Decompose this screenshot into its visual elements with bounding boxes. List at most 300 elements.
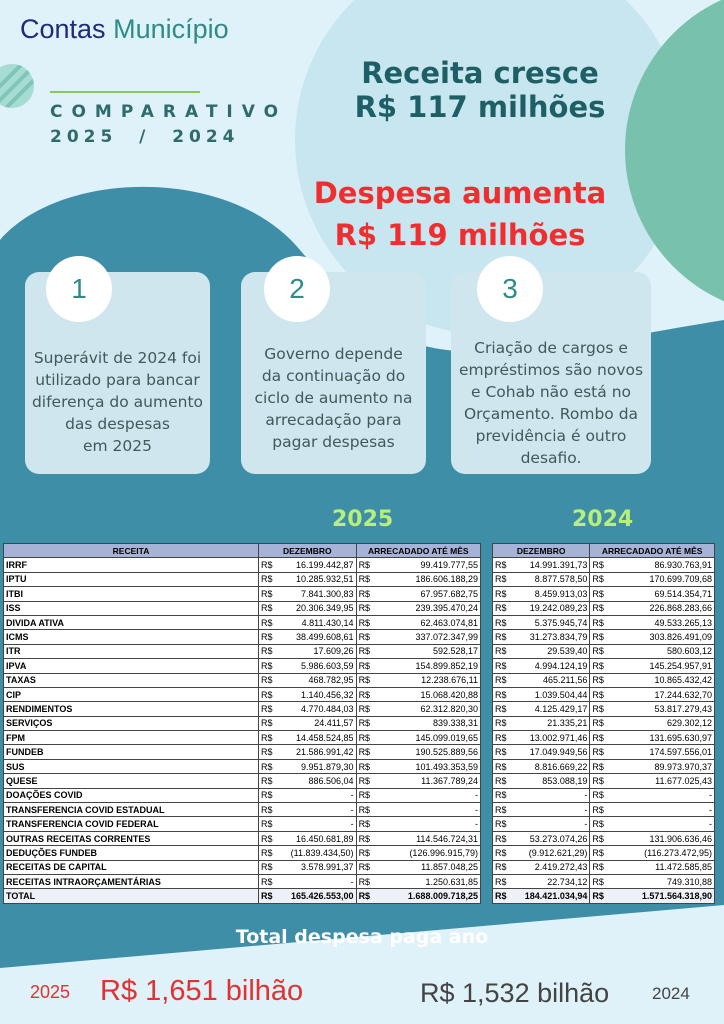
table-row [4,644,481,658]
dezembro-cell: - [509,803,590,817]
col-arrecadado: ARRECADADO ATÉ MÊS [590,544,715,558]
row-label: RECEITAS DE CAPITAL [4,860,259,874]
currency-cell: R$ [493,731,509,745]
currency-cell: R$ [259,759,275,773]
dezembro-cell: - [275,817,357,831]
arrecadado-cell: 839.338,31 [372,716,480,730]
currency-cell: R$ [356,687,372,701]
currency-cell: R$ [493,831,509,845]
dezembro-cell: 29.539,40 [509,644,590,658]
dezembro-cell: 22.734,12 [509,874,590,888]
currency-cell: R$ [590,630,606,644]
table-row [493,558,715,572]
total-label: TOTAL [4,889,259,903]
currency-cell: R$ [259,601,275,615]
headline-receita-line1: Receita cresce [361,56,599,90]
currency-cell: R$ [259,817,275,831]
row-label: RECEITAS INTRAORÇAMENTÁRIAS [4,874,259,888]
currency-cell: R$ [259,874,275,888]
table-row [4,687,481,701]
dezembro-cell: 8.816.669,22 [509,759,590,773]
currency-cell: R$ [356,659,372,673]
table-row [493,860,715,874]
currency-cell: R$ [259,860,275,874]
currency-cell: R$ [590,788,606,802]
arrecadado-cell: 53.817.279,43 [606,702,715,716]
currency-cell: R$ [259,745,275,759]
dezembro-cell: 4.770.484,03 [275,702,357,716]
currency-cell: R$ [493,874,509,888]
card-2-line: ciclo de aumento na [254,389,413,407]
currency-cell: R$ [493,788,509,802]
dezembro-cell: 1.039.504,44 [509,687,590,701]
table-total-row [493,889,715,903]
currency-cell: R$ [590,817,606,831]
currency-cell: R$ [259,831,275,845]
arrecadado-cell: (126.996.915,79) [372,846,480,860]
card-3-number: 3 [477,256,543,322]
table-row [4,817,481,831]
arrecadado-cell: 226.868.283,66 [606,601,715,615]
arrecadado-cell: 69.514.354,71 [606,587,715,601]
table-row [4,659,481,673]
currency-cell: R$ [356,774,372,788]
dezembro-cell: 1.140.456,32 [275,687,357,701]
arrecadado-cell: 17.244.632,70 [606,687,715,701]
arrecadado-cell: - [372,788,480,802]
row-label: DIVIDA ATIVA [4,615,259,629]
currency-cell: R$ [590,774,606,788]
stripe-circle-logo [0,56,46,112]
dezembro-cell: - [509,788,590,802]
card-1-line: Superávit de 2024 foi [33,349,202,367]
table-row [4,788,481,802]
currency-cell: R$ [259,615,275,629]
card-3-line: e Cohab não está no [470,383,631,401]
col-arrecadado: ARRECADADO ATÉ MÊS [356,544,480,558]
total-dezembro: 165.426.553,00 [275,889,357,903]
arrecadado-cell: (116.273.472,95) [606,846,715,860]
dezembro-cell: 4.994.124,19 [509,659,590,673]
currency-cell: R$ [356,587,372,601]
table-row [493,673,715,687]
currency-cell: R$ [356,860,372,874]
dezembro-cell: 853.088,19 [509,774,590,788]
table-row [493,817,715,831]
table-row [4,587,481,601]
table-row [493,745,715,759]
row-label: ICMS [4,630,259,644]
card-3-line: empréstimos são novos [458,361,644,379]
table-row [493,774,715,788]
dezembro-cell: 20.306.349,95 [275,601,357,615]
table-row [493,874,715,888]
card-3-line: previdência é outro [475,427,627,445]
table-row [4,874,481,888]
card-1-line: diferença do aumento [31,393,204,411]
currency-cell: R$ [590,846,606,860]
dezembro-cell: 5.986.603,59 [275,659,357,673]
card-3-line: Criação de cargos e [474,339,628,357]
currency-cell: R$ [493,889,509,903]
arrecadado-cell: 170.699.709,68 [606,572,715,586]
dezembro-cell: 19.242.089,23 [509,601,590,615]
currency-cell: R$ [493,846,509,860]
currency-cell: R$ [493,759,509,773]
headline-despesa-line2: R$ 119 milhões [334,218,586,252]
table-row [493,731,715,745]
table-row [4,831,481,845]
currency-cell: R$ [590,644,606,658]
row-label: DOAÇÕES COVID [4,788,259,802]
currency-cell: R$ [356,846,372,860]
arrecadado-cell: 131.695.630,97 [606,731,715,745]
row-label: IRRF [4,558,259,572]
currency-cell: R$ [259,572,275,586]
total-dezembro: 184.421.034,94 [509,889,590,903]
table-row [493,587,715,601]
table-row [493,846,715,860]
currency-cell: R$ [356,874,372,888]
dezembro-cell: 9.951.879,30 [275,759,357,773]
row-label: TRANSFERENCIA COVID FEDERAL [4,817,259,831]
dezembro-cell: 4.811.430,14 [275,615,357,629]
headline-despesa-line1: Despesa aumenta [313,176,607,210]
row-label: SUS [4,759,259,773]
dezembro-cell: - [509,817,590,831]
currency-cell: R$ [590,731,606,745]
currency-cell: R$ [590,587,606,601]
dezembro-cell: 886.506,04 [275,774,357,788]
table-header-row [493,544,715,558]
footer-year-2024: 2024 [652,984,690,1003]
arrecadado-cell: 11.472.585,85 [606,860,715,874]
currency-cell: R$ [259,716,275,730]
revenue-table-2025 [3,543,481,904]
currency-cell: R$ [356,731,372,745]
arrecadado-cell: 154.899.852,19 [372,659,480,673]
headline-receita [330,56,630,124]
table-row [4,702,481,716]
arrecadado-cell: 1.250.631,85 [372,874,480,888]
table-row [4,630,481,644]
row-label: IPTU [4,572,259,586]
dezembro-cell: - [275,803,357,817]
table-row [493,831,715,845]
card-2-number: 2 [264,256,330,322]
arrecadado-cell: 49.533.265,13 [606,615,715,629]
currency-cell: R$ [493,817,509,831]
dezembro-cell: 17.049.949,56 [509,745,590,759]
total-arrecadado: 1.688.009.718,25 [372,889,480,903]
arrecadado-cell: - [606,817,715,831]
dezembro-cell: 21.586.991,42 [275,745,357,759]
table-row [493,572,715,586]
comparativo-years: 2025 / 2024 [50,127,240,147]
dezembro-cell: 38.499.608,61 [275,630,357,644]
table-row [493,630,715,644]
arrecadado-cell: 99.419.777,55 [372,558,480,572]
arrecadado-cell: 11.367.789,24 [372,774,480,788]
dezembro-cell: 14.458.524,85 [275,731,357,745]
arrecadado-cell: 11.857.048,25 [372,860,480,874]
currency-cell: R$ [259,587,275,601]
currency-cell: R$ [493,702,509,716]
currency-cell: R$ [356,644,372,658]
arrecadado-cell: 101.493.353,59 [372,759,480,773]
arrecadado-cell: 239.395.470,24 [372,601,480,615]
col-receita: RECEITA [4,544,259,558]
currency-cell: R$ [590,687,606,701]
currency-cell: R$ [590,659,606,673]
row-label: QUESE [4,774,259,788]
arrecadado-cell: 145.254.957,91 [606,659,715,673]
arrecadado-cell: 86.930.763,91 [606,558,715,572]
table-header-row [4,544,481,558]
arrecadado-cell: 89.973.970,37 [606,759,715,773]
row-label: ITBI [4,587,259,601]
footer-year-2025: 2025 [30,982,71,1002]
currency-cell: R$ [590,558,606,572]
dezembro-cell: - [275,788,357,802]
currency-cell: R$ [259,558,275,572]
row-label: RENDIMENTOS [4,702,259,716]
currency-cell: R$ [493,630,509,644]
card-3-line: Orçamento. Rombo da [463,405,639,423]
currency-cell: R$ [590,745,606,759]
dezembro-cell: 2.419.272,43 [509,860,590,874]
card-1-line: em 2025 [82,437,152,455]
revenue-table-2024 [492,543,715,904]
headline-despesa [300,172,620,256]
currency-cell: R$ [259,687,275,701]
currency-cell: R$ [493,615,509,629]
table-row [4,731,481,745]
card-1-line: utilizado para bancar [35,371,200,389]
table-row [493,759,715,773]
year-label-2024: 2024 [572,507,634,532]
row-label: FUNDEB [4,745,259,759]
dezembro-cell: 3.578.991,37 [275,860,357,874]
currency-cell: R$ [493,745,509,759]
currency-cell: R$ [259,803,275,817]
currency-cell: R$ [259,774,275,788]
card-1-text [25,347,210,457]
card-2-line: pagar despesas [272,433,395,451]
currency-cell: R$ [493,803,509,817]
table-row [493,687,715,701]
brand-part1: Contas [20,14,106,44]
col-dezembro: DEZEMBRO [493,544,590,558]
currency-cell: R$ [259,702,275,716]
arrecadado-cell: 131.906.636,46 [606,831,715,845]
currency-cell: R$ [356,889,372,903]
arrecadado-cell: 186.606.188,29 [372,572,480,586]
currency-cell: R$ [493,601,509,615]
table-row [493,659,715,673]
dezembro-cell: 468.782,95 [275,673,357,687]
arrecadado-cell: - [372,817,480,831]
arrecadado-cell: 174.597.556,01 [606,745,715,759]
card-2-line: da continuação do [261,367,406,385]
currency-cell: R$ [493,659,509,673]
currency-cell: R$ [356,745,372,759]
currency-cell: R$ [493,572,509,586]
arrecadado-cell: 11.677.025,43 [606,774,715,788]
currency-cell: R$ [590,803,606,817]
dezembro-cell: 13.002.971,46 [509,731,590,745]
brand-title [20,14,229,45]
table-row [493,803,715,817]
arrecadado-cell: 10.865.432,42 [606,673,715,687]
dezembro-cell: 14.991.391,73 [509,558,590,572]
row-label: DEDUÇÕES FUNDEB [4,846,259,860]
table-row [4,673,481,687]
arrecadado-cell: 12.238.676,11 [372,673,480,687]
row-label: TAXAS [4,673,259,687]
table-row [4,846,481,860]
table-row [4,860,481,874]
currency-cell: R$ [259,644,275,658]
currency-cell: R$ [356,702,372,716]
card-3-line: desafio. [520,449,582,467]
table-row [493,716,715,730]
dezembro-cell: 8.877.578,50 [509,572,590,586]
year-label-2025: 2025 [332,507,394,532]
dezembro-cell: (11.839.434,50) [275,846,357,860]
dezembro-cell: 21.335,21 [509,716,590,730]
dezembro-cell: (9.912.621,29) [509,846,590,860]
currency-cell: R$ [590,759,606,773]
currency-cell: R$ [493,860,509,874]
currency-cell: R$ [259,630,275,644]
dezembro-cell: 10.285.932,51 [275,572,357,586]
arrecadado-cell: 62.463.074,81 [372,615,480,629]
currency-cell: R$ [590,601,606,615]
arrecadado-cell: - [606,788,715,802]
headline-receita-line2: R$ 117 milhões [354,90,606,124]
divider-line [50,91,200,93]
row-label: ISS [4,601,259,615]
currency-cell: R$ [590,889,606,903]
currency-cell: R$ [356,831,372,845]
currency-cell: R$ [493,673,509,687]
dezembro-cell: 16.450.681,89 [275,831,357,845]
currency-cell: R$ [259,788,275,802]
card-1-line: das despesas [65,415,170,433]
table-row [4,601,481,615]
table-row [4,716,481,730]
arrecadado-cell: 629.302,12 [606,716,715,730]
currency-cell: R$ [590,874,606,888]
footer-value-2025: R$ 1,651 bilhão [100,975,304,1007]
arrecadado-cell: 62.312.820,30 [372,702,480,716]
currency-cell: R$ [590,572,606,586]
table-row [493,702,715,716]
currency-cell: R$ [493,716,509,730]
arrecadado-cell: 114.546.724,31 [372,831,480,845]
currency-cell: R$ [356,788,372,802]
table-row [4,558,481,572]
currency-cell: R$ [493,644,509,658]
col-dezembro: DEZEMBRO [259,544,357,558]
row-label: OUTRAS RECEITAS CORRENTES [4,831,259,845]
arrecadado-cell: 145.099.019,65 [372,731,480,745]
brand-part2: Município [113,14,229,44]
arrecadado-cell: 303.826.491,09 [606,630,715,644]
table-row [493,601,715,615]
currency-cell: R$ [356,572,372,586]
dezembro-cell: 8.459.913,03 [509,587,590,601]
currency-cell: R$ [493,587,509,601]
total-arrecadado: 1.571.564.318,90 [606,889,715,903]
currency-cell: R$ [356,615,372,629]
currency-cell: R$ [356,716,372,730]
card-2-line: arrecadação para [265,411,402,429]
dezembro-cell: 7.841.300,83 [275,587,357,601]
row-label: ITR [4,644,259,658]
table-row [493,615,715,629]
table-row [4,745,481,759]
dezembro-cell: 53.273.074,26 [509,831,590,845]
currency-cell: R$ [259,659,275,673]
currency-cell: R$ [259,731,275,745]
dezembro-cell: 31.273.834,79 [509,630,590,644]
arrecadado-cell: 337.072.347,99 [372,630,480,644]
arrecadado-cell: - [606,803,715,817]
row-label: SERVIÇOS [4,716,259,730]
dezembro-cell: 465.211,56 [509,673,590,687]
currency-cell: R$ [356,817,372,831]
card-2-line: Governo depende [264,345,403,363]
card-3-text [448,337,654,469]
currency-cell: R$ [590,831,606,845]
row-label: IPVA [4,659,259,673]
dezembro-cell: - [275,874,357,888]
currency-cell: R$ [493,687,509,701]
footer-value-2024: R$ 1,532 bilhão [420,978,610,1008]
arrecadado-cell: 190.525.889,56 [372,745,480,759]
arrecadado-cell: 67.957.682,75 [372,587,480,601]
currency-cell: R$ [590,673,606,687]
dezembro-cell: 24.411,57 [275,716,357,730]
currency-cell: R$ [590,702,606,716]
row-label: CIP [4,687,259,701]
table-row [4,803,481,817]
currency-cell: R$ [590,615,606,629]
card-1-number: 1 [46,256,112,322]
currency-cell: R$ [493,774,509,788]
currency-cell: R$ [356,558,372,572]
table-row [4,615,481,629]
table-row [4,572,481,586]
table-row [4,774,481,788]
table-total-row [4,889,481,903]
arrecadado-cell: - [372,803,480,817]
currency-cell: R$ [356,803,372,817]
currency-cell: R$ [356,601,372,615]
currency-cell: R$ [356,630,372,644]
currency-cell: R$ [590,860,606,874]
arrecadado-cell: 592.528,17 [372,644,480,658]
arrecadado-cell: 580.603,12 [606,644,715,658]
currency-cell: R$ [259,889,275,903]
row-label: TRANSFERENCIA COVID ESTADUAL [4,803,259,817]
comparativo-label: COMPARATIVO [50,102,288,122]
row-label: FPM [4,731,259,745]
table-row [4,759,481,773]
arrecadado-cell: 15.068.420,88 [372,687,480,701]
